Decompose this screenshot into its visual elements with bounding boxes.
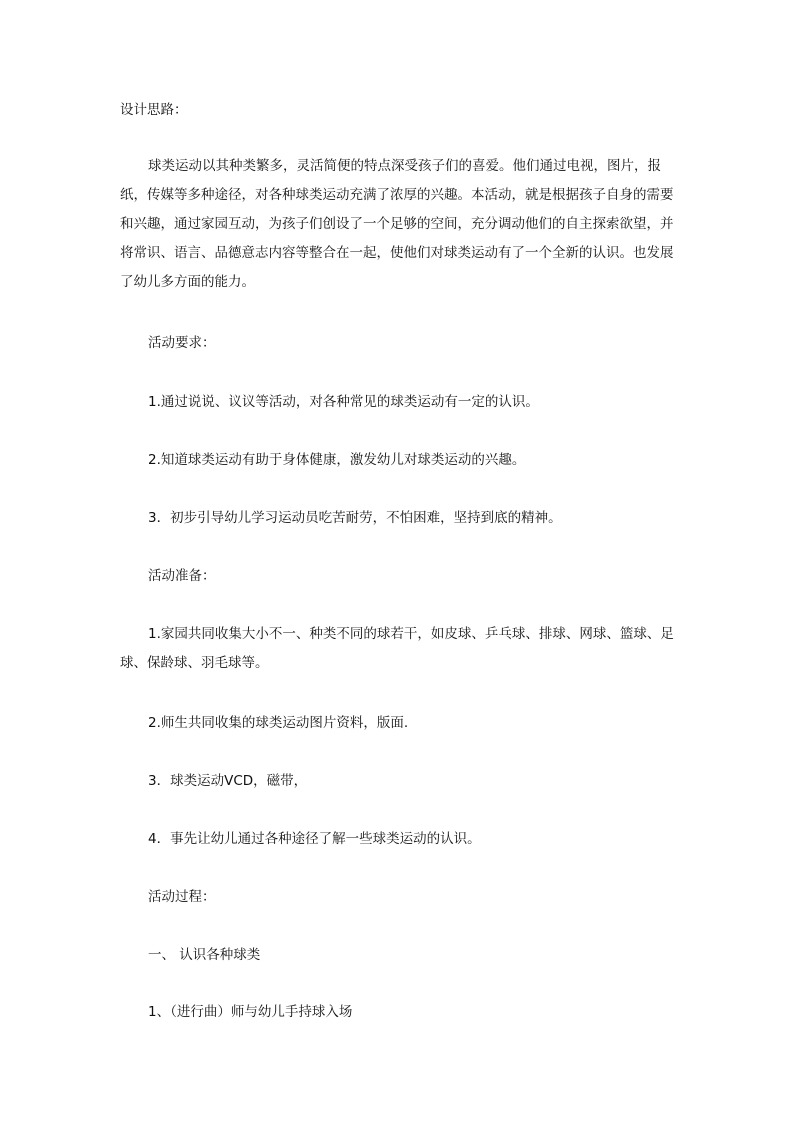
heading-design-ideas: 设计思路： — [120, 102, 188, 118]
process-section-1: 一、 认识各种球类 — [148, 947, 261, 963]
preparation-item-2: 2.师生共同收集的球类运动图片资料，版面. — [148, 715, 409, 731]
preparation-item-1: 1.家园共同收集大小不一、种类不同的球若干，如皮球、乒乓球、排球、网球、篮球、足球、保龄球、羽毛球等。 — [120, 626, 674, 671]
heading-requirements: 活动要求： — [148, 335, 216, 351]
intro-paragraph: 球类运动以其种类繁多，灵活简便的特点深受孩子们的喜爱。他们通过电视，图片，报纸，传媒等多种途径，对各种球类运动充满了浓厚的兴趣。本活动，就是根据孩子自身的需要和兴趣，通过家园互动，为孩子们创设了一个足够的空间，充分调动他们的自主探索欲望，并将常识、语言、品德意志内容等整合在一起，使他们对球类运动有了一个全新的认识。也发展了幼儿多方面的能力。 — [120, 158, 674, 290]
process-step-1: 1、（进行曲）师与幼儿手持球入场 — [148, 1004, 353, 1020]
requirement-item-1: 1.通过说说、议议等活动，对各种常见的球类运动有一定的认识。 — [148, 394, 539, 410]
heading-preparation: 活动准备： — [148, 568, 216, 584]
requirement-item-2: 2.知道球类运动有助于身体健康，激发幼儿对球类运动的兴趣。 — [148, 452, 526, 468]
heading-process: 活动过程： — [148, 889, 216, 905]
preparation-item-4: 4．事先让幼儿通过各种途径了解一些球类运动的认识。 — [148, 831, 481, 847]
preparation-item-3: 3．球类运动VCD，磁带， — [148, 773, 308, 789]
requirement-item-3: 3．初步引导幼儿学习运动员吃苦耐劳，不怕困难，坚持到底的精神。 — [148, 510, 562, 526]
